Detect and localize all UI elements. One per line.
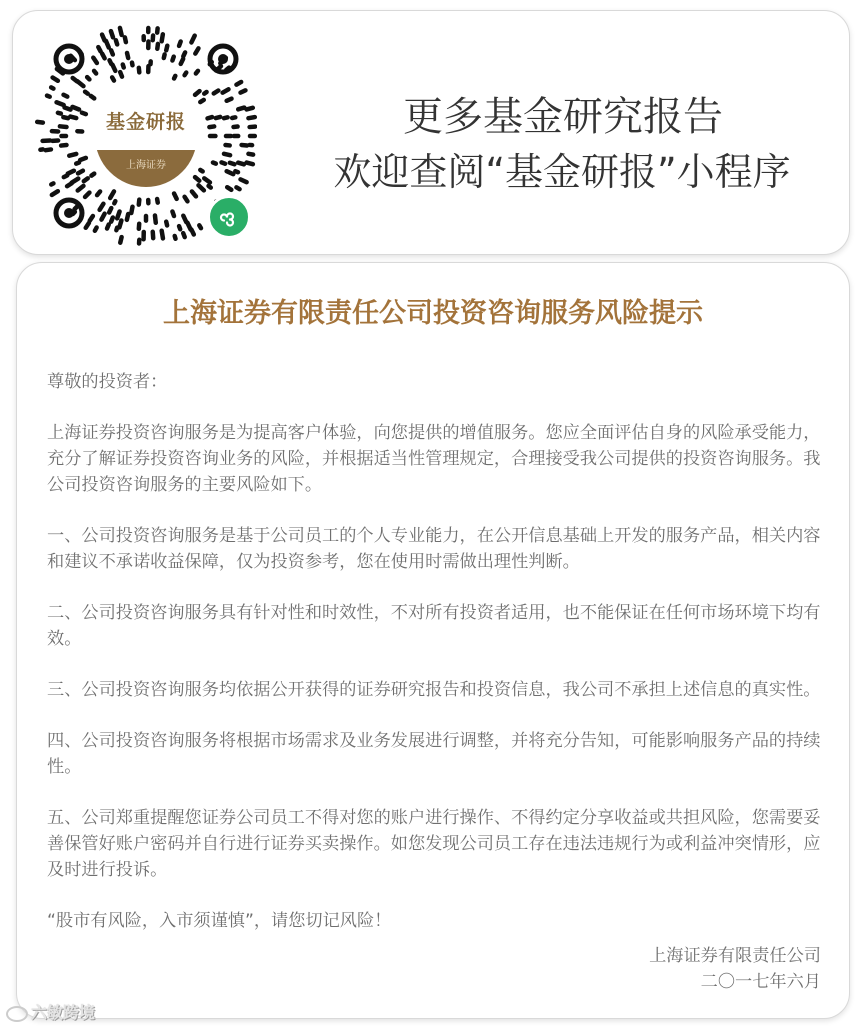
notice-paragraph-2: 二、公司投资咨询服务具有针对性和时效性，不对所有投资者适用，也不能保证在任何市场环境下均有效。 xyxy=(47,603,821,649)
promo-card xyxy=(12,10,850,255)
watermark-logo-icon xyxy=(6,1006,28,1022)
notice-paragraph-5: 五、公司郑重提醒您证券公司员工不得对您的账户进行操作、不得约定分享收益或共担风险，您需要妥善保管好账户密码并自行进行证券买卖操作。如您发现公司员工存在违法违规行为或利益冲突情形，应及时进行投诉。 xyxy=(47,808,821,880)
qr-badge-subtitle: 上海证券 xyxy=(126,160,166,172)
risk-notice-card xyxy=(16,262,850,1019)
watermark xyxy=(6,1000,95,1023)
notice-title: 上海证券有限责任公司投资咨询服务风险提示 xyxy=(163,298,703,329)
notice-paragraph-3: 三、公司投资咨询服务均依据公开获得的证券研究报告和投资信息，我公司不承担上述信息的真实性。 xyxy=(47,680,821,700)
notice-paragraph-intro: 上海证券投资咨询服务是为提高客户体验，向您提供的增值服务。您应全面评估自身的风险承受能力，充分了解证券投资咨询业务的风险，并根据适当性管理规定，合理接受我公司提供的投资咨询服务。我公司投资咨询服务的主要风险如下。 xyxy=(47,423,821,495)
notice-signature xyxy=(649,943,821,995)
notice-greeting: 尊敬的投资者： xyxy=(47,372,168,392)
notice-closing: “股市有风险，入市须谨慎”，请您切记风险！ xyxy=(47,911,392,931)
notice-body xyxy=(47,369,827,959)
signature-company: 上海证券有限责任公司 xyxy=(649,946,821,966)
notice-paragraph-1: 一、公司投资咨询服务是基于公司员工的个人专业能力，在公开信息基础上开发的服务产品，相关内容和建议不承诺收益保障，仅为投资参考，您在使用时需做出理性判断。 xyxy=(47,526,821,572)
notice-paragraph-4: 四、公司投资咨询服务将根据市场需求及业务发展进行调整，并将充分告知，可能影响服务产品的持续性。 xyxy=(47,731,821,777)
qr-badge-bottom xyxy=(95,150,197,187)
promo-headline: 更多基金研究报告 xyxy=(403,94,723,140)
qr-badge-logo xyxy=(95,85,197,187)
qr-badge-top xyxy=(95,85,197,150)
qr-code[interactable] xyxy=(35,25,257,247)
qr-badge-title: 基金研报 xyxy=(105,111,186,134)
signature-date: 二〇一七年六月 xyxy=(700,972,821,992)
promo-subheadline: 欢迎查阅“基金研报”小程序 xyxy=(333,150,791,194)
watermark-text: 六敏跨境 xyxy=(31,1003,96,1022)
mini-program-icon xyxy=(207,195,251,239)
